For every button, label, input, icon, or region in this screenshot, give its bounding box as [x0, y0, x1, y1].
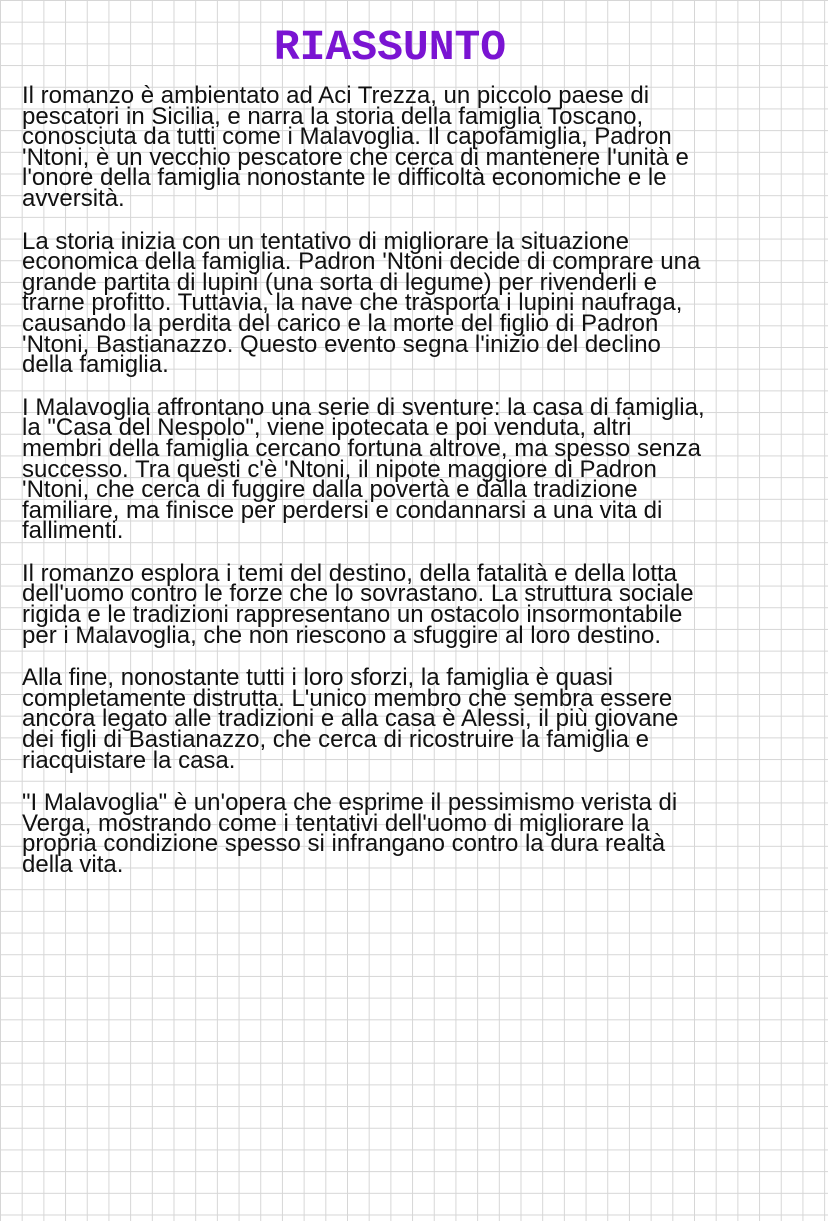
text-line: ancora legato alle tradizioni e alla casa è Alessi, il più giovane	[22, 705, 679, 733]
text-line: successo. Tra questi c'è 'Ntoni, il nipote maggiore di Padron	[22, 455, 657, 483]
text-line: propria condizione spesso si infrangano contro la dura realtà	[22, 830, 666, 858]
paragraph	[22, 393, 822, 545]
text-line: Il romanzo esplora i temi del destino, della fatalità e della lotta	[22, 559, 678, 587]
paragraph	[22, 789, 822, 878]
text-line: della vita.	[22, 851, 124, 878]
paragraph	[22, 227, 822, 379]
text-line: la "Casa del Nespolo", viene ipotecata e poi venduta, altri	[22, 414, 632, 442]
text-line: 'Ntoni, è un vecchio pescatore che cerca di mantenere l'unità e	[22, 143, 689, 171]
text-line: 'Ntoni, Bastianazzo. Questo evento segna l'inizio del declino	[22, 330, 661, 358]
page-title: RIASSUNTO	[273, 23, 507, 72]
text-line: dell'uomo contro le forze che lo sovrastano. La struttura sociale	[22, 580, 694, 608]
paragraph	[22, 559, 822, 649]
text-line: riacquistare la casa.	[22, 746, 236, 774]
text-line: completamente distrutta. L'unico membro che sembra essere	[22, 684, 673, 712]
text-line: conosciuta da tutti come i Malavoglia. Il capofamiglia, Padron	[22, 123, 672, 151]
paragraph	[22, 664, 822, 774]
text-line: 'Ntoni, che cerca di fuggire dalla povertà e dalla tradizione	[22, 476, 638, 504]
text-line: causando la perdita del carico e la morte del figlio di Padron	[22, 309, 659, 337]
text-line: rigida e le tradizioni rappresentano un ostacolo insormontabile	[22, 601, 683, 629]
text-line: l'onore della famiglia nonostante le difficoltà economiche e le	[22, 164, 667, 192]
text-line: avversità.	[22, 184, 125, 212]
text-line: trarne profitto. Tuttavia, la nave che trasporta i lupini naufraga,	[22, 289, 683, 317]
summary-body	[22, 82, 822, 898]
text-line: Verga, mostrando come i tentativi dell'uomo di migliorare la	[22, 809, 650, 837]
text-line: membri della famiglia cercano fortuna altrove, ma spesso senza	[22, 434, 701, 462]
text-line: Il romanzo è ambientato ad Aci Trezza, un piccolo paese di	[22, 82, 650, 109]
text-line: familiare, ma finisce per perdersi e condannarsi a una vita di	[22, 496, 663, 524]
text-line: dei figli di Bastianazzo, che cerca di ricostruire la famiglia e	[22, 726, 649, 754]
text-line: pescatori in Sicilia, e narra la storia della famiglia Toscano,	[22, 102, 644, 130]
text-line: grande partita di lupini (una sorta di legume) per rivenderli e	[22, 268, 658, 296]
text-line: della famiglia.	[22, 351, 169, 379]
text-line: Alla fine, nonostante tutti i loro sforzi, la famiglia è quasi	[22, 664, 613, 692]
text-line: "I Malavoglia" è un'opera che esprime il pessimismo verista di	[22, 789, 678, 817]
text-line: per i Malavoglia, che non riescono a sfuggire al loro destino.	[22, 621, 662, 649]
paragraph	[22, 82, 822, 212]
text-line: I Malavoglia affrontano una serie di sventure: la casa di famiglia,	[22, 393, 705, 421]
text-line: fallimenti.	[22, 517, 124, 545]
text-line: economica della famiglia. Padron 'Ntoni decide di comprare una	[22, 248, 701, 276]
text-line: La storia inizia con un tentativo di migliorare la situazione	[22, 227, 629, 255]
